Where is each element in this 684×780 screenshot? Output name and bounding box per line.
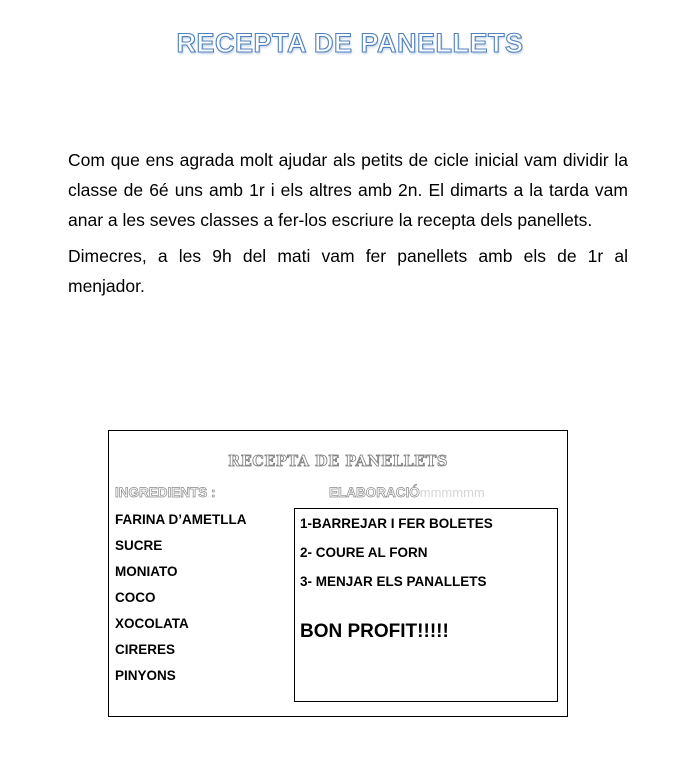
intro-paragraph: Com que ens agrada molt ajudar als petits de cicle inicial vam dividir la classe de 6é uns amb 1r i els altres amb 2n. El dimarts a la tarda vam anar a les seves classes a fer-los escriure la recepta dels panellets. <box>68 150 628 230</box>
elaboration-steps-box <box>294 508 558 702</box>
steps-list <box>300 515 493 602</box>
intro-paragraph: Dimecres, a les 9h del mati vam fer panellets amb els de 1r al menjador. <box>68 246 628 296</box>
bon-profit-text: BON PROFIT!!!!! <box>300 621 449 642</box>
ingredient-item: SUCRE <box>115 538 163 553</box>
ingredient-item: FARINA D’AMETLLA <box>115 512 247 527</box>
recipe-card <box>108 430 568 717</box>
step-item: 2- COURE AL FORN <box>300 545 428 560</box>
ingredient-item: MONIATO <box>115 564 178 579</box>
ingredients-list <box>115 511 247 693</box>
elaboracio-label: ELABORACIÓ <box>329 485 420 500</box>
ingredient-item: COCO <box>115 590 156 605</box>
step-item: 1-BARREJAR I FER BOLETES <box>300 516 493 531</box>
elaboracio-heading <box>329 485 485 500</box>
ingredient-item: XOCOLATA <box>115 616 189 631</box>
ingredients-heading: INGREDIENTS : <box>115 485 216 500</box>
elaboracio-ghost-text: mmmmmm <box>419 485 485 500</box>
intro-text <box>68 145 628 307</box>
ingredient-item: CIRERES <box>115 642 176 657</box>
ingredient-item: PINYONS <box>115 668 176 683</box>
step-item: 3- MENJAR ELS PANALLETS <box>300 574 487 589</box>
page-title: RECEPTA DE PANELLETS <box>176 28 524 58</box>
recipe-card-title: RECEPTA DE PANELLETS <box>228 453 448 470</box>
